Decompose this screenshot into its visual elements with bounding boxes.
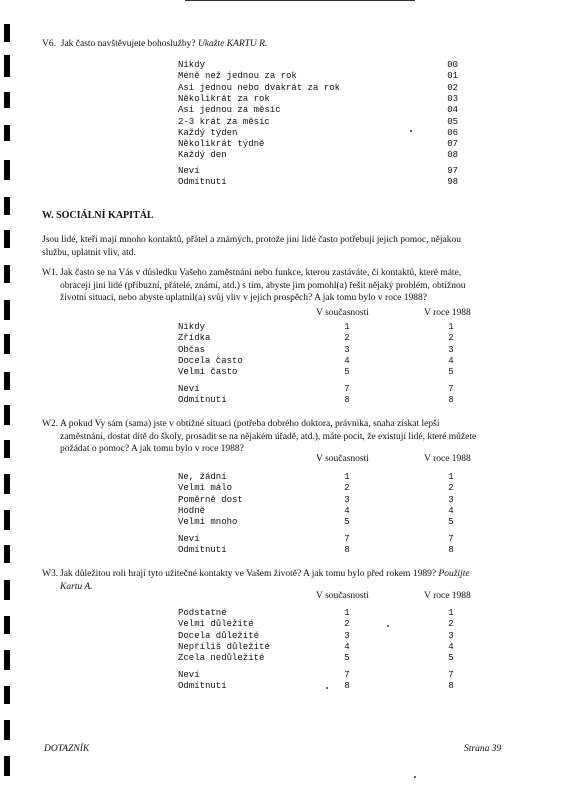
binding-mark <box>4 230 10 248</box>
option-label: Odmítnutí <box>178 680 227 691</box>
option-label: Každý den <box>178 150 227 161</box>
option-code-current: 2 <box>344 333 350 344</box>
option-code-current: 2 <box>344 483 350 494</box>
option-label: Zcela nedůležité <box>178 653 265 664</box>
option-code-current: 4 <box>344 641 350 652</box>
option-code-current: 1 <box>344 322 350 332</box>
binding-mark <box>4 160 10 180</box>
speck <box>387 625 389 627</box>
column-header-1988: V roce 1988 <box>424 454 471 464</box>
column-header-1988: V roce 1988 <box>424 591 471 601</box>
binding-mark <box>4 756 10 776</box>
option-label: Podstatné <box>178 608 227 618</box>
section-title: W. SOCIÁLNÍ KAPITÁL <box>42 210 154 221</box>
question-line: obracejí jiní lidé (příbuzní, přátelé, známí, atd.) s tím, abyste jim pomohl(a) řešit nějaký problém, obtížnou <box>60 280 466 291</box>
option-code-1988: 4 <box>448 641 454 652</box>
binding-mark <box>4 372 10 390</box>
option-code-1988: 5 <box>448 517 454 528</box>
option-code-1988: 3 <box>448 344 454 355</box>
option-code-1988: 1 <box>448 472 454 482</box>
option-label: Nikdy <box>178 60 206 70</box>
question-text: Jak důležitou roli hrají tyto užitečné kontakty ve Vašem životě? A jak tomu bylo před rokem 1989? <box>60 569 437 579</box>
question-line: A pokud Vy sám (sama) jste v obtížné situaci (potřeba dobrého doktora, právníka, snaha získat lepší <box>60 419 440 429</box>
option-code: 04 <box>447 105 458 116</box>
option-code: 03 <box>447 93 458 104</box>
option-label: Neví <box>178 533 200 544</box>
binding-marks <box>4 0 12 796</box>
option-code: 06 <box>447 127 458 138</box>
option-code-1988: 4 <box>448 505 454 516</box>
option-label: Odmítnutí <box>178 177 227 187</box>
option-code-current: 7 <box>344 533 350 544</box>
option-code-1988: 7 <box>448 533 454 544</box>
option-code-1988: 1 <box>448 322 454 332</box>
binding-mark <box>4 440 10 458</box>
option-label: Velmi mnoho <box>178 517 238 528</box>
option-code-1988: 2 <box>448 333 454 344</box>
binding-mark <box>4 125 10 141</box>
option-label: Docela často <box>178 355 243 366</box>
option-code-current: 8 <box>344 544 350 555</box>
section-intro <box>42 234 562 259</box>
column-header-current: V současnosti <box>316 591 369 601</box>
question-line: zaměstnání, dostat dítě do školy, prosadit se na nějakém úřadě, atd.), máte pocit, že existují lidé, které můžete <box>60 431 477 442</box>
top-rule <box>185 0 415 1</box>
question-line: Jak často se na Vás v důsledku Vašeho zaměstnání nebo funkce, kterou zastáváte, či kontaktů, které máte, <box>60 268 462 278</box>
option-label: Nepříliš důležité <box>178 641 270 652</box>
question-instruction: Použijte <box>438 569 470 579</box>
question-number: V6. <box>42 39 56 49</box>
option-code-current: 4 <box>344 505 350 516</box>
option-code-1988: 7 <box>448 669 454 680</box>
option-code-current: 1 <box>344 608 350 618</box>
question-number: W3. <box>42 569 59 579</box>
option-code-1988: 2 <box>448 619 454 630</box>
footer-page-number: Strana 39 <box>464 744 502 754</box>
option-code-1988: 5 <box>448 653 454 664</box>
binding-mark <box>4 510 10 530</box>
option-label: Několikrát za rok <box>178 93 270 104</box>
speck <box>326 687 328 689</box>
binding-mark <box>4 720 10 740</box>
intro-line: Jsou lidé, kteří mají mnoho kontaktů, přátel a známých, protože jiní lidé často potřebují jejich pomoc, nějakou <box>42 235 461 245</box>
option-label: Odmítnutí <box>178 394 227 405</box>
option-label: Velmi málo <box>178 483 233 494</box>
binding-mark <box>4 474 10 494</box>
binding-mark <box>4 300 10 320</box>
question-instruction: Kartu A. <box>60 581 93 592</box>
question-line: požádat o pomoc? A jak tomu bylo v roce 1988? <box>60 444 244 454</box>
column-header-current: V současnosti <box>316 454 369 464</box>
option-code: 02 <box>447 82 458 93</box>
binding-mark <box>4 55 10 77</box>
option-label: Několikrát týdně <box>178 139 265 150</box>
option-label: Asi jednou za měsíc <box>178 105 281 116</box>
option-code-1988: 5 <box>448 367 454 378</box>
intro-line: službu, uplatnit vliv, atd. <box>42 247 136 258</box>
option-label: Neví <box>178 669 200 680</box>
option-code-1988: 7 <box>448 383 454 394</box>
option-label: Zřídka <box>178 333 211 344</box>
question-line <box>60 568 470 581</box>
option-code-current: 3 <box>344 630 350 641</box>
question-number: W2. <box>42 419 59 429</box>
footer-left: DOTAZNÍK <box>44 744 90 754</box>
question-instruction: Ukažte KARTU R. <box>197 39 268 49</box>
column-header-current: V současnosti <box>316 308 369 318</box>
option-code-current: 8 <box>344 394 350 405</box>
binding-mark <box>4 650 10 670</box>
option-code-1988: 8 <box>448 394 454 405</box>
option-code: 05 <box>447 116 458 127</box>
option-label: Občas <box>178 344 206 355</box>
option-code-1988: 4 <box>448 355 454 366</box>
option-code-current: 1 <box>344 472 350 482</box>
option-code: 01 <box>447 71 458 82</box>
option-code: 98 <box>447 177 458 187</box>
binding-mark <box>4 265 10 283</box>
option-code-current: 2 <box>344 619 350 630</box>
option-code-current: 3 <box>344 494 350 505</box>
option-code-current: 5 <box>344 367 350 378</box>
option-code: 00 <box>447 60 458 70</box>
option-label: Asi jednou nebo dvakrát za rok <box>178 82 341 93</box>
binding-mark <box>4 545 10 563</box>
option-label: Velmi často <box>178 367 238 378</box>
question-v6 <box>42 38 562 51</box>
binding-mark <box>4 405 10 425</box>
option-code-current: 5 <box>344 653 350 664</box>
option-label: Neví <box>178 165 200 176</box>
option-label: Hodně <box>178 505 206 516</box>
question-text: Jak často navštěvujete bohoslužby? <box>60 39 196 49</box>
option-code-1988: 8 <box>448 544 454 555</box>
option-label: Méně než jednou za rok <box>178 71 297 82</box>
option-code: 97 <box>447 165 458 176</box>
option-code-1988: 3 <box>448 630 454 641</box>
option-label: Poměrně dost <box>178 494 243 505</box>
option-code: 08 <box>447 150 458 161</box>
option-label: Velmi důležité <box>178 619 254 630</box>
option-label: Každý týden <box>178 127 238 138</box>
option-label: Ne, žádní <box>178 472 227 482</box>
option-label: 2-3 krát za měsíc <box>178 116 270 127</box>
option-code-current: 4 <box>344 355 350 366</box>
option-code-current: 5 <box>344 517 350 528</box>
option-label: Nikdy <box>178 322 206 332</box>
question-line: životní situaci, nebo abyste uplatnil(a) svůj vliv v jejich prospěch? A jak tomu bylo v roce 1988? <box>60 293 427 303</box>
binding-mark <box>4 24 10 42</box>
option-code-current: 7 <box>344 669 350 680</box>
speck <box>410 130 412 132</box>
binding-mark <box>4 616 10 634</box>
option-code-1988: 8 <box>448 680 454 691</box>
binding-mark <box>4 334 10 354</box>
option-label: Docela důležité <box>178 630 260 641</box>
question-number: W1. <box>42 268 59 278</box>
option-code-current: 7 <box>344 383 350 394</box>
option-code-1988: 1 <box>448 608 454 618</box>
option-code: 07 <box>447 139 458 150</box>
option-code-current: 3 <box>344 344 350 355</box>
option-code-1988: 2 <box>448 483 454 494</box>
binding-mark <box>4 580 10 600</box>
binding-mark <box>4 92 10 108</box>
option-label: Neví <box>178 383 200 394</box>
binding-mark <box>4 686 10 704</box>
option-code-1988: 3 <box>448 494 454 505</box>
option-label: Odmítnutí <box>178 544 227 555</box>
column-header-1988: V roce 1988 <box>424 308 471 318</box>
option-code-current: 8 <box>344 680 350 691</box>
binding-mark <box>4 197 10 215</box>
speck <box>414 776 416 778</box>
